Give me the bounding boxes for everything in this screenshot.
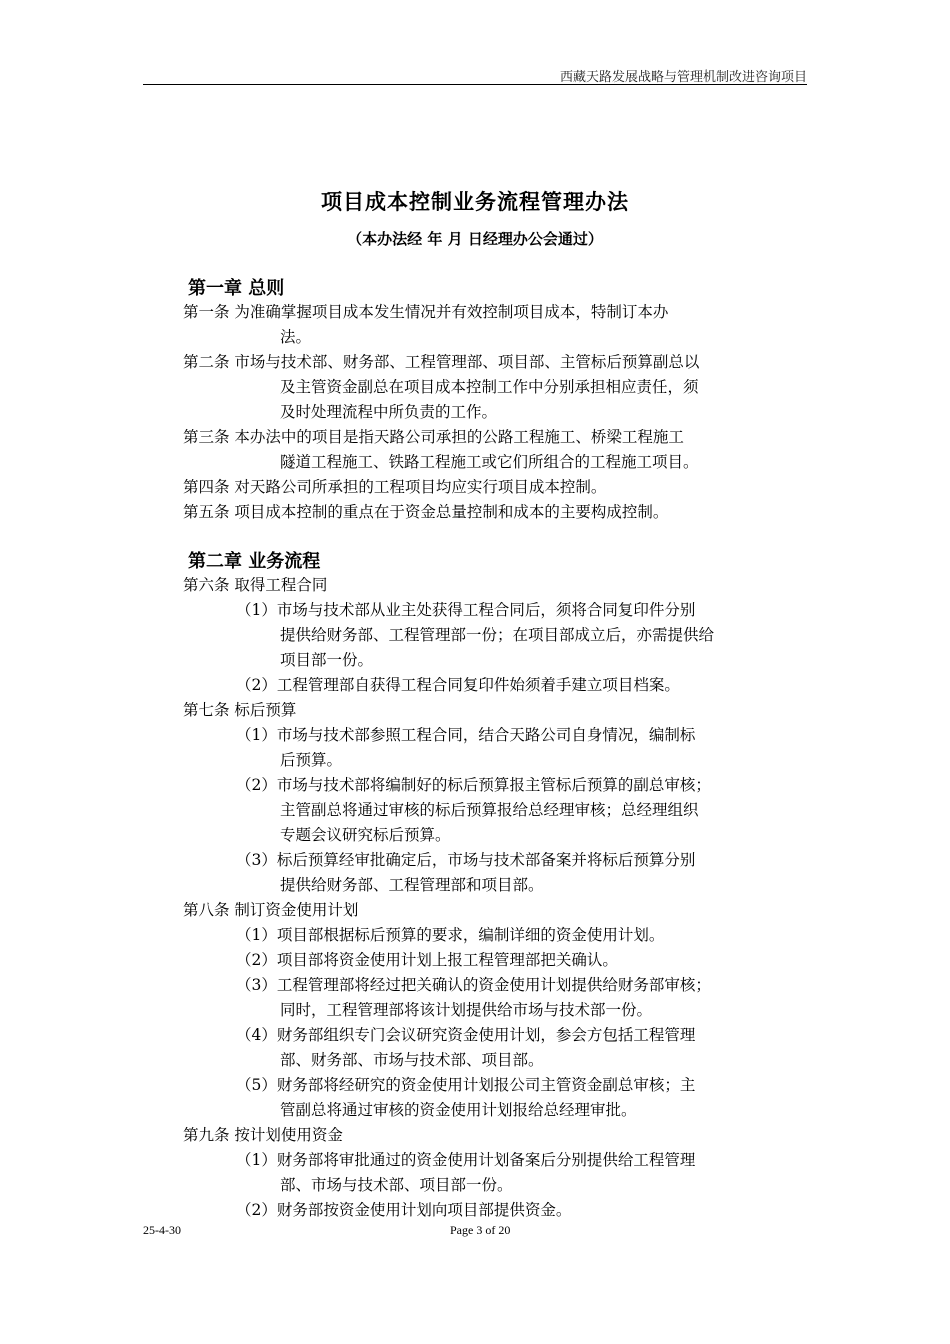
- article-7-item-line: 专题会议研究标后预算。: [280, 826, 451, 844]
- article-4-line: 第四条 对天路公司所承担的工程项目均应实行项目成本控制。: [183, 478, 607, 496]
- article-7-line: 第七条 标后预算: [183, 701, 297, 719]
- chapter-1-heading: 第一章 总则: [188, 278, 285, 299]
- article-8-item-line: （1）项目部根据标后预算的要求，编制详细的资金使用计划。: [236, 926, 665, 944]
- article-8-item-line: （5）财务部将经研究的资金使用计划报公司主管资金副总审核；主: [236, 1076, 696, 1094]
- article-7-item-line: （3）标后预算经审批确定后，市场与技术部备案并将标后预算分别: [236, 851, 696, 869]
- article-1-line: 法。: [280, 328, 312, 346]
- article-9-item-line: （1）财务部将审批通过的资金使用计划备案后分别提供给工程管理: [236, 1151, 696, 1169]
- header-rule: [143, 84, 807, 85]
- article-6-item-line: 项目部一份。: [280, 651, 374, 669]
- article-7-item-line: 主管副总将通过审核的标后预算报给总经理审核；总经理组织: [280, 801, 699, 819]
- article-7-item-line: （1）市场与技术部参照工程合同，结合天路公司自身情况，编制标: [236, 726, 696, 744]
- article-2-line: 及主管资金副总在项目成本控制工作中分别承担相应责任，须: [280, 378, 699, 396]
- document-subtitle: （本办法经 年 月 日经理办公会通过）: [347, 230, 603, 248]
- chapter-2-heading: 第二章 业务流程: [188, 551, 321, 572]
- article-8-line: 第八条 制订资金使用计划: [183, 901, 359, 919]
- article-7-item-line: （2）市场与技术部将编制好的标后预算报主管标后预算的副总审核；: [236, 776, 711, 794]
- article-2-line: 及时处理流程中所负责的工作。: [280, 403, 498, 421]
- article-8-item-line: （3）工程管理部将经过把关确认的资金使用计划提供给财务部审核；: [236, 976, 711, 994]
- article-9-item-line: （2）财务部按资金使用计划向项目部提供资金。: [236, 1201, 572, 1219]
- article-1-line: 第一条 为准确掌握项目成本发生情况并有效控制项目成本，特制订本办: [183, 303, 669, 321]
- header-title: 西藏天路发展战略与管理机制改进咨询项目: [559, 70, 807, 85]
- footer-date: 25-4-30: [143, 1223, 181, 1237]
- article-9-line: 第九条 按计划使用资金: [183, 1126, 343, 1144]
- article-8-item-line: 同时，工程管理部将该计划提供给市场与技术部一份。: [280, 1001, 653, 1019]
- article-8-item-line: （2）项目部将资金使用计划上报工程管理部把关确认。: [236, 951, 618, 969]
- article-9-item-line: 部、市场与技术部、项目部一份。: [280, 1176, 513, 1194]
- footer-page-number: Page 3 of 20: [450, 1223, 511, 1237]
- article-3-line: 第三条 本办法中的项目是指天路公司承担的公路工程施工、桥梁工程施工: [183, 428, 684, 446]
- article-3-line: 隧道工程施工、铁路工程施工或它们所组合的工程施工项目。: [280, 453, 699, 471]
- article-7-item-line: 后预算。: [280, 751, 343, 769]
- article-6-item-line: （2）工程管理部自获得工程合同复印件始须着手建立项目档案。: [236, 676, 680, 694]
- article-6-item-line: 提供给财务部、工程管理部一份；在项目部成立后，亦需提供给: [280, 626, 715, 644]
- article-7-item-line: 提供给财务部、工程管理部和项目部。: [280, 876, 544, 894]
- article-6-line: 第六条 取得工程合同: [183, 576, 328, 594]
- article-8-item-line: 管副总将通过审核的资金使用计划报给总经理审批。: [280, 1101, 637, 1119]
- article-2-line: 第二条 市场与技术部、财务部、工程管理部、项目部、主管标后预算副总以: [183, 353, 700, 371]
- article-5-line: 第五条 项目成本控制的重点在于资金总量控制和成本的主要构成控制。: [183, 503, 669, 521]
- document-title: 项目成本控制业务流程管理办法: [321, 190, 629, 214]
- article-6-item-line: （1）市场与技术部从业主处获得工程合同后，须将合同复印件分别: [236, 601, 696, 619]
- article-8-item-line: 部、财务部、市场与技术部、项目部。: [280, 1051, 544, 1069]
- article-8-item-line: （4）财务部组织专门会议研究资金使用计划，参会方包括工程管理: [236, 1026, 696, 1044]
